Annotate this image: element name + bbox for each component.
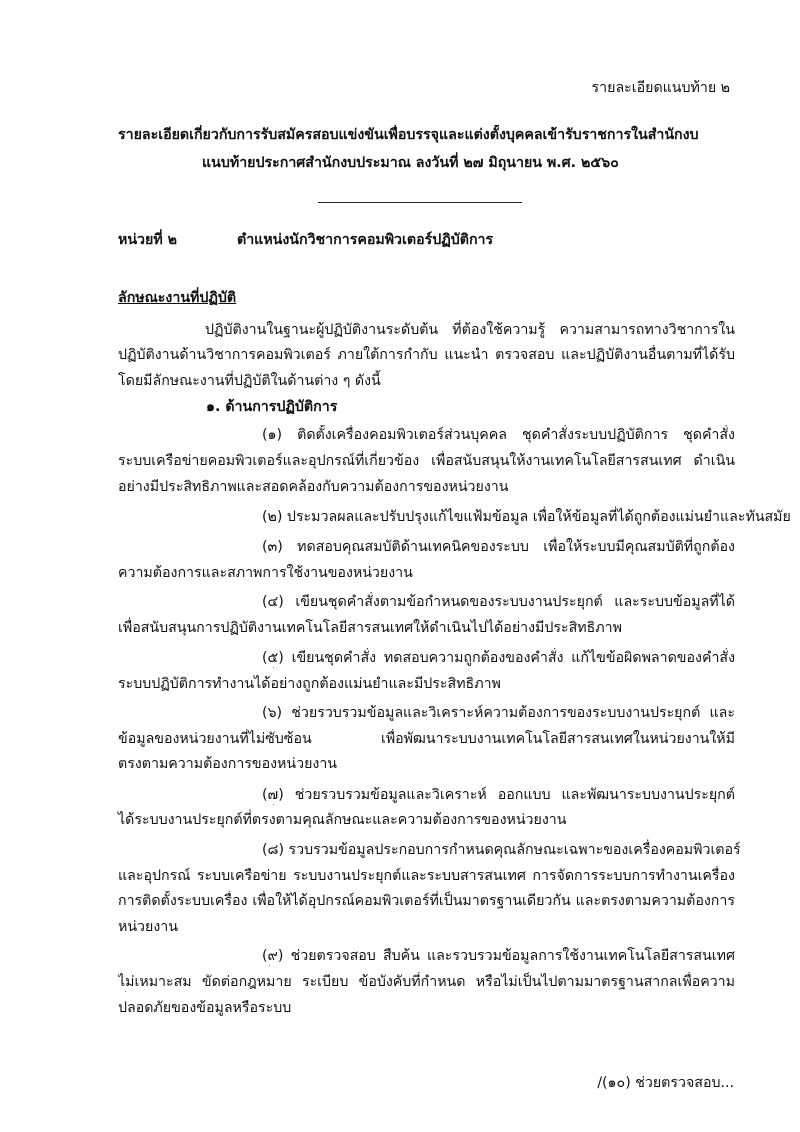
item-line: ข้อมูลของหน่วยงานที่ไม่ซับซ้อน เพื่อพัฒนาระบบงานเทคโนโลยีสารสนเทศในหน่วยงานให้มี (118, 731, 735, 747)
document-title-line1: รายละเอียดเกี่ยวกับการรับสมัครสอบแข่งขันเพื่อบรรจุและแต่งตั้งบุคคลเข้ารับราชการในสำนักงบ (118, 127, 699, 143)
attachment-label: รายละเอียดแนบท้าย ๒ (591, 80, 730, 96)
item-line: อย่างมีประสิทธิภาพและสอดคล้องกับความต้องการของหน่วยงาน (118, 479, 509, 495)
item-line: เพื่อสนับสนุนการปฏิบัติงานเทคโนโลยีสารสนเทศให้ดำเนินไปได้อย่างมีประสิทธิภาพ (118, 620, 622, 636)
position-title: ตำแหน่งนักวิชาการคอมพิวเตอร์ปฏิบัติการ (237, 232, 494, 248)
continuation-note: /(๑๐) ช่วยตรวจสอบ... (597, 1075, 734, 1091)
item-line: ระบบเครือข่ายคอมพิวเตอร์และอุปกรณ์ที่เกี่ยวข้อง เพื่อสนับสนุนให้งานเทคโนโลยีสารสนเทศ ดำเนิน (118, 453, 735, 469)
item-line: หน่วยงาน (118, 919, 178, 935)
divider (318, 202, 522, 203)
item-line: (๗) ช่วยรวบรวมข้อมูลและวิเคราะห์ ออกแบบ และพัฒนาระบบงานประยุกต์ (262, 787, 735, 803)
intro-line: ปฏิบัติงานด้านวิชาการคอมพิวเตอร์ ภายใต้การกำกับ แนะนำ ตรวจสอบ และปฏิบัติงานอื่นตามที่ได้รับ (118, 347, 735, 363)
intro-line: โดยมีลักษณะงานที่ปฏิบัติในด้านต่าง ๆ ดังนี้ (118, 373, 381, 389)
item-line: (๑) ติดตั้งเครื่องคอมพิวเตอร์ส่วนบุคคล ชุดคำสั่งระบบปฏิบัติการ ชุดคำสั่ง (262, 427, 735, 443)
item-line: (๓) ทดสอบคุณสมบัติด้านเทคนิคของระบบ เพื่อให้ระบบมีคุณสมบัติที่ถูกต้อง (262, 539, 735, 555)
item-line: และอุปกรณ์ ระบบเครือข่าย ระบบงานประยุกต์และระบบสารสนเทศ การจัดการระบบการทำงานเครื่อง (118, 868, 735, 884)
intro-line: ปฏิบัติงานในฐานะผู้ปฏิบัติงานระดับต้น ที่ต้องใช้ความรู้ ความสามารถทางวิชาการใน (205, 322, 735, 338)
item-line: (๕) เขียนชุดคำสั่ง ทดสอบความถูกต้องของคำสั่ง แก้ไขข้อผิดพลาดของคำสั่ง (262, 650, 735, 666)
item-line: (๔) เขียนชุดคำสั่งตามข้อกำหนดของระบบงานประยุกต์ และระบบข้อมูลที่ได้ (262, 594, 735, 610)
item-line: ความต้องการและสภาพการใช้งานของหน่วยงาน (118, 565, 413, 581)
item-line: ไม่เหมาะสม ขัดต่อกฎหมาย ระเบียบ ข้อบังคับที่กำหนด หรือไม่เป็นไปตามมาตรฐานสากลเพื่อความ (118, 974, 735, 990)
item-line: (๘) รวบรวมข้อมูลประกอบการกำหนดคุณลักษณะเฉพาะของเครื่องคอมพิวเตอร์ (262, 842, 741, 858)
item-line: ปลอดภัยของข้อมูลหรือระบบ (118, 1000, 292, 1016)
item-line: ตรงตามความต้องการของหน่วยงาน (118, 756, 337, 772)
item-line: ได้ระบบงานประยุกต์ที่ตรงตามคุณลักษณะและความต้องการของหน่วยงาน (118, 812, 567, 828)
item-line: (๖) ช่วยรวบรวมข้อมูลและวิเคราะห์ความต้องการของระบบงานประยุกต์ และ (262, 705, 735, 721)
document-title-line2: แนบท้ายประกาศสำนักงบประมาณ ลงวันที่ ๒๗ มิถุนายน พ.ศ. ๒๕๖๐ (202, 155, 619, 171)
unit-label: หน่วยที่ ๒ (118, 232, 177, 248)
subsection-heading: ๑. ด้านการปฏิบัติการ (206, 399, 338, 415)
item-line: ระบบปฏิบัติการทำงานได้อย่างถูกต้องแม่นยำและมีประสิทธิภาพ (118, 676, 501, 692)
item-line: การติดตั้งระบบเครื่อง เพื่อให้ได้อุปกรณ์คอมพิวเตอร์ที่เป็นมาตรฐานเดียวกัน และตรงตามความต้องการ (118, 893, 735, 909)
item-line: (๙) ช่วยตรวจสอบ สืบค้น และรวบรวมข้อมูลการใช้งานเทคโนโลยีสารสนเทศ (262, 948, 735, 964)
item-line: (๒) ประมวลผลและปรับปรุงแก้ไขแฟ้มข้อมูล เพื่อให้ข้อมูลที่ได้ถูกต้องแม่นยำและทันสมัย (262, 509, 791, 525)
section-heading: ลักษณะงานที่ปฏิบัติ (118, 290, 237, 306)
